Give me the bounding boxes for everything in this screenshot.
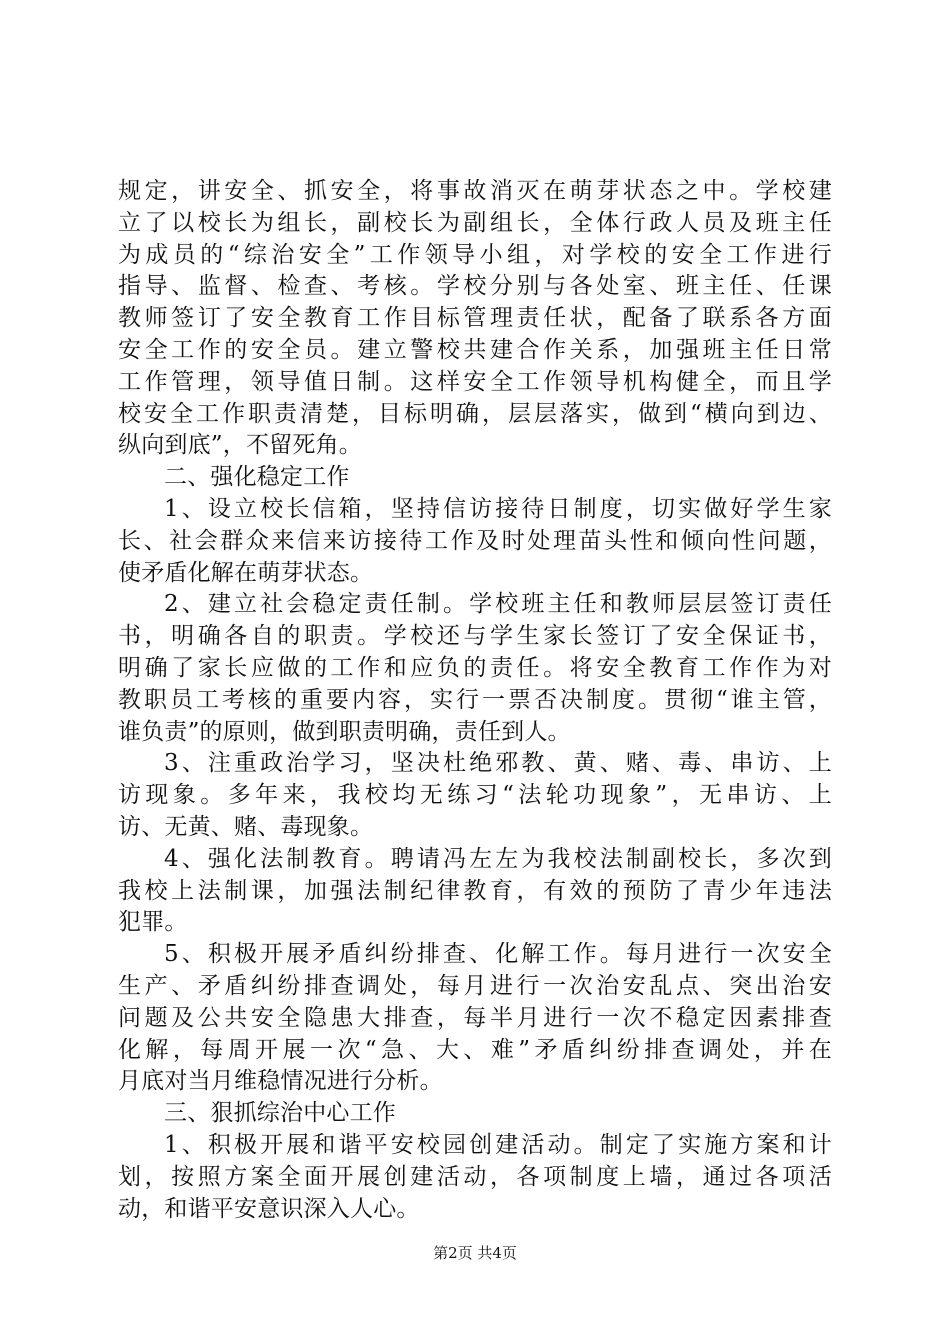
- text-line: 工作管理，领导值日制。这样安全工作领导机构健全，而且学: [118, 368, 832, 395]
- text-line: 指导、监督、检查、考核。学校分别与各处室、班主任、任课: [118, 273, 832, 300]
- text-line: 明确了家长应做的工作和应负的责任。将安全教育工作作为对: [118, 654, 832, 681]
- section-heading: 三、狠抓综治中心工作: [164, 1100, 396, 1127]
- text-line: 纵向到底”，不留死角。: [118, 432, 362, 459]
- text-line: 划，按照方案全面开展创建活动，各项制度上墙，通过各项活: [118, 1163, 832, 1190]
- text-line: 3、注重政治学习，坚决杜绝邪教、黄、赌、毒、串访、上: [164, 750, 832, 777]
- text-line: 立了以校长为组长，副校长为副组长，全体行政人员及班主任: [118, 209, 832, 236]
- page-footer: 第2页 共4页: [433, 1244, 517, 1262]
- text-line: 长、社会群众来信来访接待工作及时处理苗头性和倾向性问题，: [118, 527, 832, 554]
- text-line: 谁负责”的原则，做到职责明确，责任到人。: [118, 718, 571, 745]
- text-line: 1、设立校长信箱，坚持信访接待日制度，切实做好学生家: [164, 495, 832, 522]
- text-line: 1、积极开展和谐平安校园创建活动。制定了实施方案和计: [164, 1131, 832, 1158]
- text-line: 教职员工考核的重要内容，实行一票否决制度。贯彻“谁主管，: [118, 686, 832, 713]
- text-line: 动，和谐平安意识深入人心。: [118, 1195, 420, 1222]
- document-body: [118, 176, 832, 1225]
- text-line: 5、积极开展矛盾纠纷排查、化解工作。每月进行一次安全: [164, 941, 832, 968]
- text-line: 犯罪。: [118, 909, 188, 936]
- text-line: 2、建立社会稳定责任制。学校班主任和教师层层签订责任: [164, 591, 832, 618]
- text-line: 教师签订了安全教育工作目标管理责任状，配备了联系各方面: [118, 305, 832, 332]
- text-line: 问题及公共安全隐患大排查，每半月进行一次不稳定因素排查: [118, 1004, 832, 1031]
- text-line: 访现象。多年来，我校均无练习“法轮功现象”，无串访、上: [118, 782, 832, 809]
- section-heading: 二、强化稳定工作: [164, 464, 350, 491]
- text-line: 校安全工作职责清楚，目标明确，层层落实，做到“横向到边、: [118, 400, 832, 427]
- text-line: 使矛盾化解在萌芽状态。: [118, 559, 374, 586]
- text-line: 化解，每周开展一次“急、大、难”矛盾纠纷排查调处，并在: [118, 1036, 832, 1063]
- text-line: 生产、矛盾纠纷排查调处，每月进行一次治安乱点、突出治安: [118, 972, 832, 999]
- text-line: 规定，讲安全、抓安全，将事故消灭在萌芽状态之中。学校建: [118, 178, 832, 204]
- text-line: 书，明确各自的职责。学校还与学生家长签订了安全保证书，: [118, 623, 832, 650]
- text-line: 安全工作的安全员。建立警校共建合作关系，加强班主任日常: [118, 336, 832, 363]
- text-line: 为成员的“综治安全”工作领导小组，对学校的安全工作进行: [118, 241, 832, 268]
- text-line: 我校上法制课，加强法制纪律教育，有效的预防了青少年违法: [118, 877, 832, 904]
- text-line: 访、无黄、赌、毒现象。: [118, 813, 374, 840]
- text-line: 月底对当月维稳情况进行分析。: [118, 1068, 443, 1095]
- text-line: 4、强化法制教育。聘请冯左左为我校法制副校长，多次到: [164, 845, 832, 872]
